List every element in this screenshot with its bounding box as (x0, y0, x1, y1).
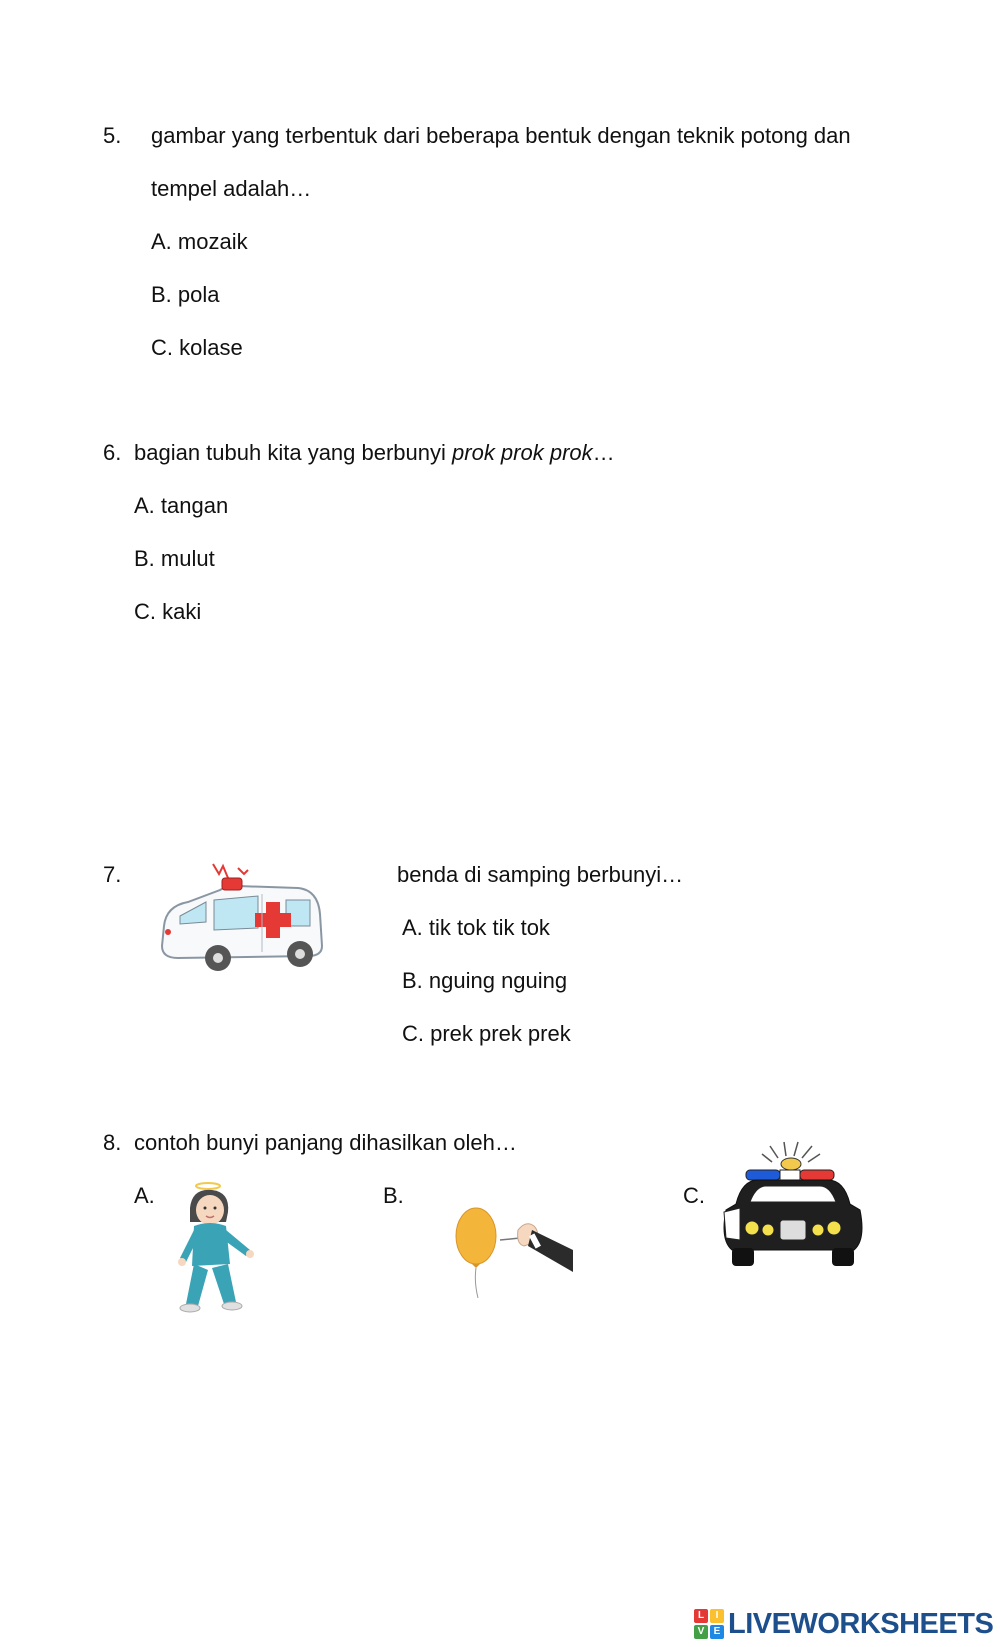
q5-option-c[interactable]: C. kolase (151, 335, 243, 360)
q5-number: 5. (103, 123, 122, 148)
walking-nurse-image[interactable] (168, 1178, 268, 1318)
q5-option-b[interactable]: B. pola (151, 282, 220, 307)
q5-option-a[interactable]: A. mozaik (151, 229, 248, 254)
q7-question: benda di samping berbunyi… (397, 862, 684, 887)
q6-number: 6. (103, 440, 122, 465)
logo-letter-i: I (710, 1609, 724, 1623)
q6-text-plain: bagian tubuh kita yang berbunyi (134, 440, 453, 465)
balloon-pin-image[interactable] (448, 1190, 573, 1300)
q7-option-b[interactable]: B. nguing nguing (402, 968, 568, 993)
q6-text (134, 440, 615, 466)
q6-option-b[interactable]: B. mulut (134, 546, 215, 571)
q8-number: 8. (103, 1130, 122, 1155)
q8-option-b-label[interactable]: B. (383, 1183, 404, 1208)
logo-letter-l: L (694, 1609, 708, 1623)
logo-letter-v: V (694, 1625, 708, 1639)
q8-option-c-label[interactable]: C. (683, 1183, 705, 1208)
q6-option-c[interactable]: C. kaki (134, 599, 202, 624)
q6-text-end: … (592, 440, 615, 465)
q8-option-a-label[interactable]: A. (134, 1183, 155, 1208)
q7-option-c[interactable]: C. prek prek prek (402, 1021, 571, 1046)
q5-text-line2: tempel adalah… (151, 176, 312, 201)
q5-text-line1: gambar yang terbentuk dari beberapa bentuk dengan teknik potong dan (151, 123, 851, 148)
logo-text: LIVEWORKSHEETS (728, 1607, 994, 1640)
q7-number: 7. (103, 862, 122, 887)
ambulance-image (158, 858, 328, 978)
q6-option-a[interactable]: A. tangan (134, 493, 229, 518)
police-car-image[interactable] (718, 1140, 868, 1275)
logo-letter-grid (694, 1609, 724, 1639)
q8-question: contoh bunyi panjang dihasilkan oleh… (134, 1130, 517, 1155)
q7-option-a[interactable]: A. tik tok tik tok (402, 915, 550, 940)
liveworksheets-logo (694, 1606, 993, 1642)
q6-text-italic: prok prok prok (452, 440, 593, 465)
logo-letter-e: E (710, 1625, 724, 1639)
